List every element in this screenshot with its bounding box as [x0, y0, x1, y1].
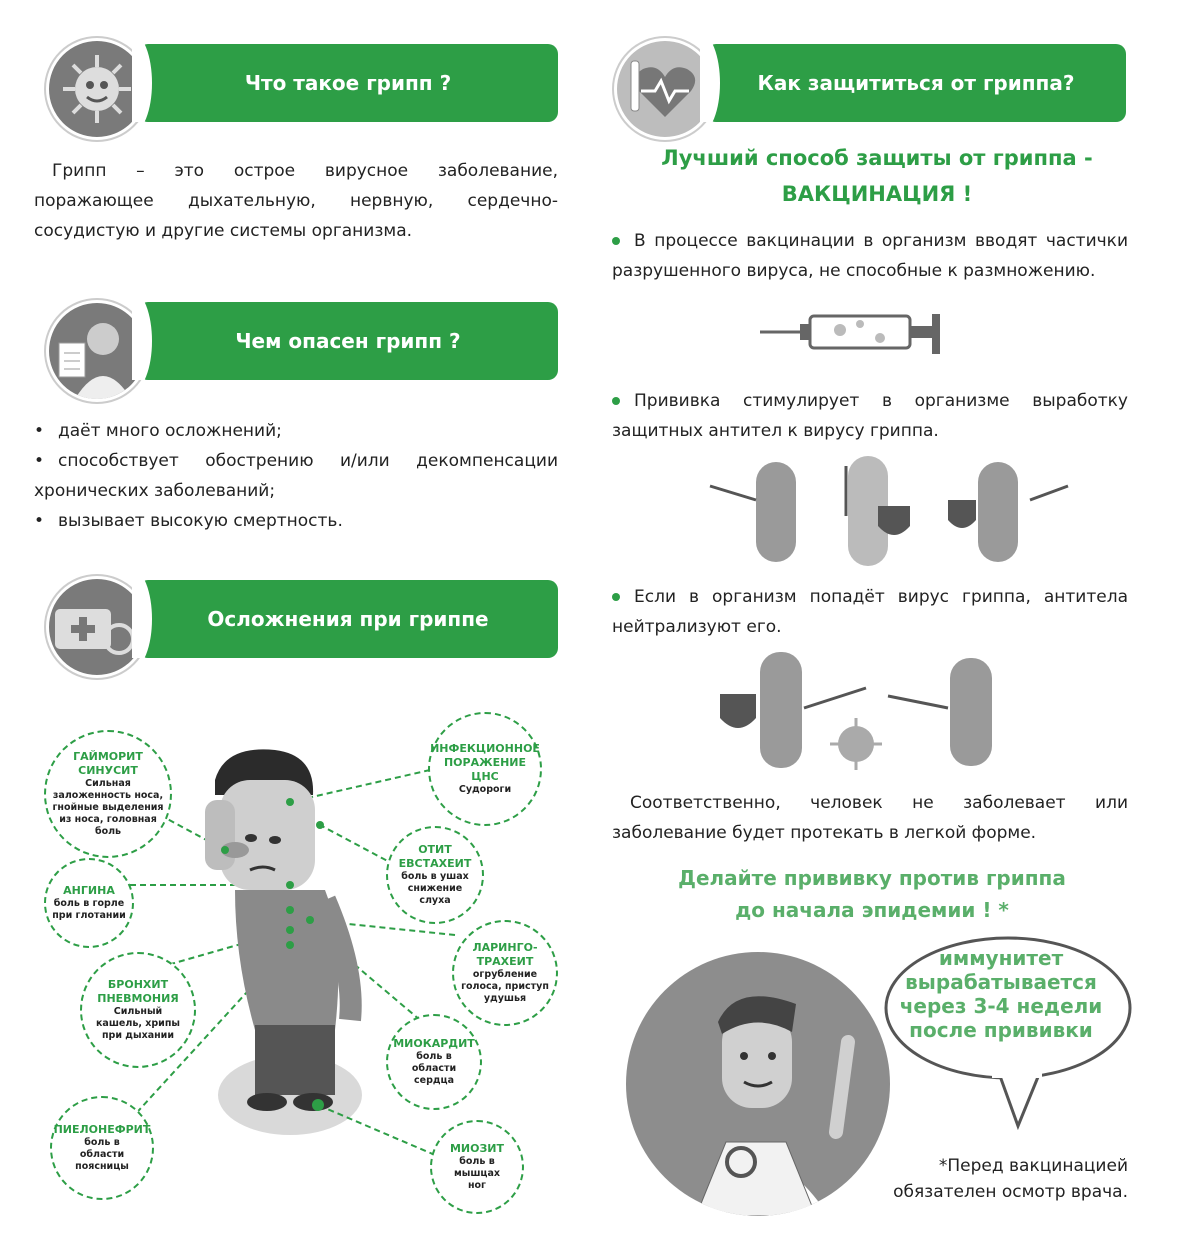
complication-bronchitis: БРОНХИТ ПНЕВМОНИЯ Сильный кашель, хрипы при дыхании	[80, 952, 196, 1068]
best-protection-line1: Лучший способ защиты от гриппа -	[661, 146, 1093, 170]
danger-list	[34, 416, 558, 536]
antibodies-illustration	[700, 456, 1080, 571]
complication-cns: ИНФЕКЦИОННОЕ ПОРАЖЕНИЕ ЦНС Судороги	[428, 712, 542, 826]
section-danger-title: Чем опасен грипп ?	[235, 329, 461, 353]
danger-item: • вызывает высокую смертность.	[34, 511, 343, 531]
cta-line1: Делайте прививку против гриппа	[678, 866, 1066, 890]
heart-icon	[617, 41, 713, 137]
virus-icon	[49, 41, 145, 137]
doctor-illustration	[626, 952, 890, 1216]
section-what-title: Что такое грипп ?	[244, 71, 452, 95]
footnote-line1: *Перед вакцинацией	[938, 1156, 1128, 1176]
doctor-portrait-icon	[626, 952, 890, 1216]
cta-line2: до начала эпидемии ! *	[735, 898, 1009, 922]
section-protect-title: Как защититься от гриппа?	[757, 71, 1075, 95]
syringe-illustration	[760, 310, 950, 360]
complication-laryngotracheitis: ЛАРИНГО-ТРАХЕИТ огрубление голоса, приступ удушья	[452, 920, 558, 1026]
section-protect-banner	[706, 44, 1126, 122]
neutralize-text: Если в организм попадёт вирус гриппа, антитела нейтрализуют его.	[612, 587, 1128, 637]
mild-form-text: Соответственно, человек не заболевает или заболевание будет протекать в легкой форме.	[612, 793, 1128, 843]
best-protection-line2: ВАКЦИНАЦИЯ !	[781, 182, 973, 206]
section-complications-title: Осложнения при гриппе	[207, 607, 489, 631]
section-complications-banner	[138, 580, 558, 658]
complication-myocarditis: МИОКАРДИТ боль в области сердца	[386, 1014, 482, 1110]
danger-item: • способствует обострению и/или декомпенсации хронических заболеваний;	[34, 451, 558, 501]
flu-definition-text: Грипп – это острое вирусное заболевание, поражающее дыхательную, нервную, сердечно-сосудистую и другие системы организма.	[34, 161, 558, 241]
complication-otitis: ОТИТ ЕВСТАХЕИТ боль в ушах снижение слуха	[386, 826, 484, 924]
footnote-line2: обязателен осмотр врача.	[893, 1182, 1128, 1202]
immunity-bubble-text: иммунитет вырабатывается через 3-4 недели после прививки	[899, 946, 1103, 1042]
complication-myositis: МИОЗИТ боль в мышцах ног	[430, 1120, 524, 1214]
antibodies-text: Прививка стимулирует в организме выработку защитных антител к вирусу гриппа.	[612, 391, 1128, 441]
neutralization-illustration	[716, 648, 1016, 778]
vaccination-process-text: В процессе вакцинации в организм вводят частички разрушенного вируса, не способные к размножению.	[612, 231, 1128, 281]
complication-angina: АНГИНА боль в горле при глотании	[44, 858, 134, 948]
medkit-icon	[49, 579, 145, 675]
complication-pyelonephritis: ПИЕЛОНЕФРИТ боль в области поясницы	[50, 1096, 154, 1200]
doctor-icon	[49, 303, 145, 399]
section-what-banner	[138, 44, 558, 122]
section-danger-banner	[138, 302, 558, 380]
danger-item: • даёт много осложнений;	[34, 421, 282, 441]
complication-sinusitis: ГАЙМОРИТ СИНУСИТ Сильная заложенность носа, гнойные выделения из носа, головная боль	[44, 730, 172, 858]
